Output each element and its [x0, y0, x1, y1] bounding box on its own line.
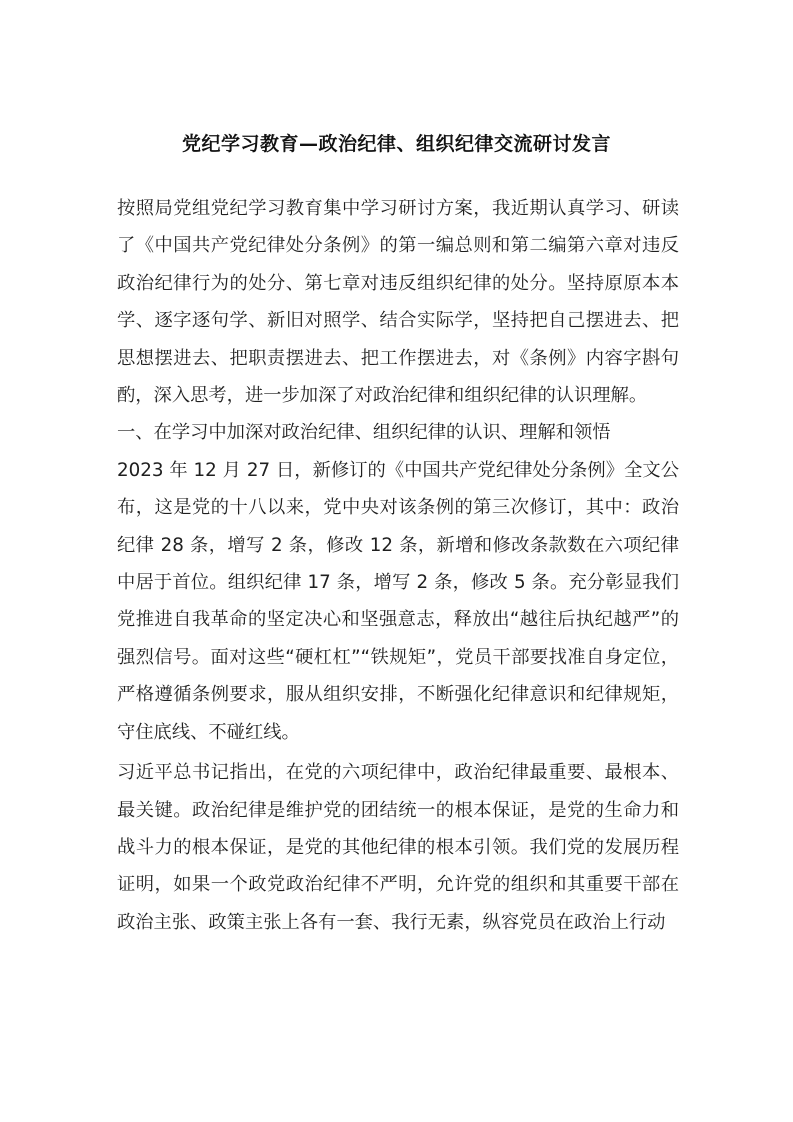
paragraph-regulation: 2023 年 12 月 27 日，新修订的《中国共产党纪律处分条例》全文公布，这是党的十八以来，党中央对该条例的第三次修订，其中：政治纪律 28 条，增写 2 条，修改 12 条，新增和修改条款数在六项纪律中居于首位。组织纪律 17 条，增写 2 条，修改 5 条。充分彰显我们党推进自我革命的坚定决心和坚强意志，释放出“越往后执纪越严”的强烈信号。面对这些“硬杠杠”“铁规矩”，党员干部要找准自身定位，严格遵循条例要求，服从组织安排，不断强化纪律意识和纪律规矩，守住底线、不碰红线。 [117, 459, 679, 743]
document-title: 党纪学习教育—政治纪律、组织纪律交流研讨发言 [181, 133, 611, 155]
section-heading-1: 一、在学习中加深对政治纪律、组织纪律的认识、理解和领悟 [117, 422, 611, 444]
document-body [117, 190, 679, 941]
paragraph-intro: 按照局党组党纪学习教育集中学习研讨方案，我近期认真学习、研读了《中国共产党纪律处分条例》的第一编总则和第二编第六章对违反政治纪律行为的处分、第七章对违反组织纪律的处分。坚持原原本本学、逐字逐句学、新旧对照学、结合实际学，坚持把自己摆进去、把思想摆进去、把职责摆进去、把工作摆进去，对《条例》内容字斟句酌，深入思考，进一步加深了对政治纪律和组织纪律的认识理解。 [117, 198, 679, 407]
paragraph-political-discipline: 习近平总书记指出，在党的六项纪律中，政治纪律最重要、最根本、最关键。政治纪律是维护党的团结统一的根本保证，是党的生命力和战斗力的根本保证，是党的其他纪律的根本引领。我们党的发展历程证明，如果一个政党政治纪律不严明，允许党的组织和其重要干部在政治主张、政策主张上各有一套、我行无素，纵容党员在政治上行动 [117, 762, 679, 933]
